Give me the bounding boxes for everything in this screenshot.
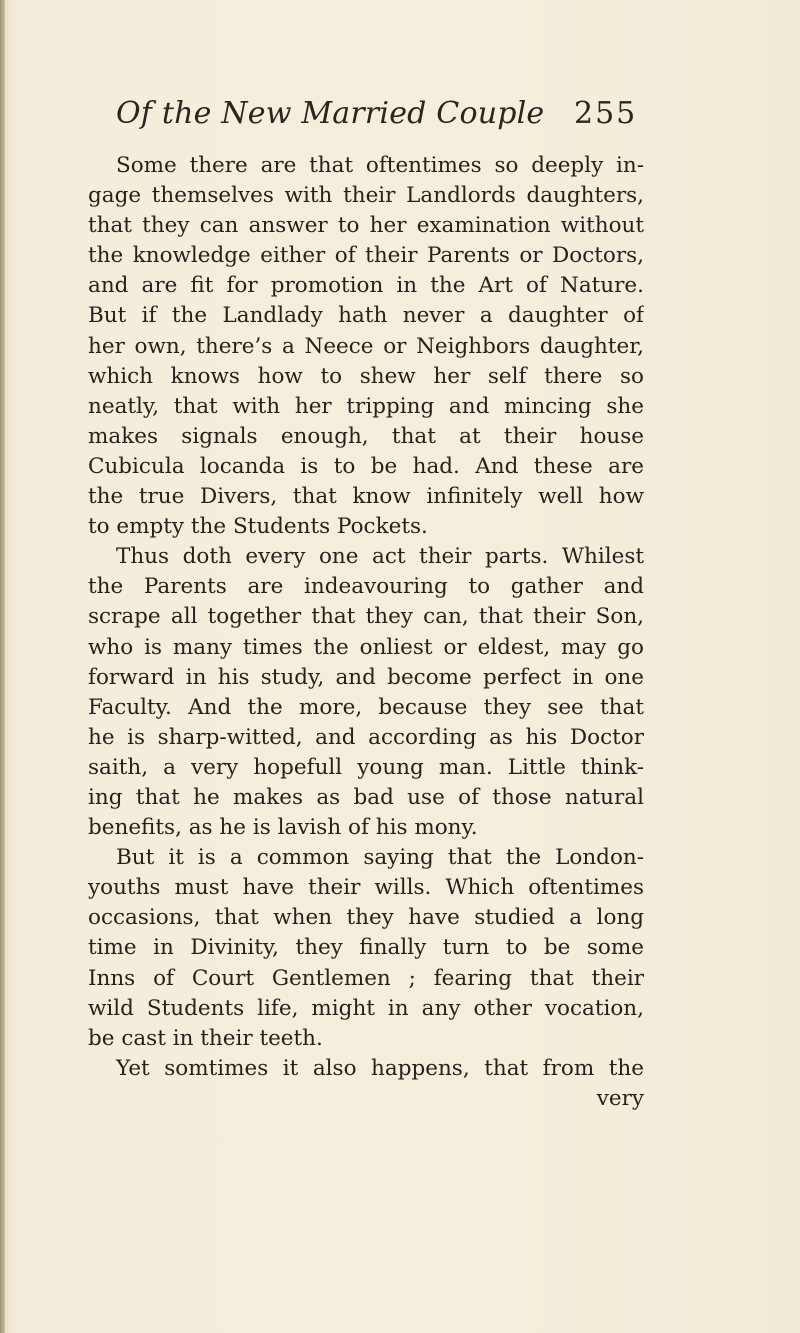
text-line: But it is a common saying that the London- <box>116 845 644 871</box>
text-line: But if the Landlady hath never a daughter of <box>88 303 644 329</box>
text-line: to empty the Students Pockets. <box>88 514 428 540</box>
text-line: scrape all together that they can, that their Son, <box>88 604 644 630</box>
text-line: time in Divinity, they finally turn to be some <box>88 935 644 961</box>
text-line: Cubicula locanda is to be had. And these are <box>88 453 644 479</box>
text-line: he is sharp-witted, and according as his Doctor <box>88 724 644 750</box>
text-line: which knows how to shew her self there so <box>88 363 644 389</box>
text-line: forward in his study, and become perfect in one <box>88 664 644 690</box>
text-line: the knowledge either of their Parents or Doctors, <box>88 243 644 269</box>
text-line: youths must have their wills. Which oftentimes <box>88 875 644 901</box>
text-line: occasions, that when they have studied a long <box>88 905 644 931</box>
text-line: benefits, as he is lavish of his mony. <box>88 815 478 841</box>
text-line: neatly, that with her tripping and mincing she <box>88 393 644 419</box>
text-line: Thus doth every one act their parts. Whilest <box>116 544 644 570</box>
text-line: wild Students life, might in any other vocation, <box>88 995 644 1021</box>
text-line: and are fit for promotion in the Art of Nature. <box>88 273 644 299</box>
running-head <box>116 96 636 144</box>
text-line: makes signals enough, that at their house <box>88 423 644 449</box>
text-line: be cast in their teeth. <box>88 1025 323 1051</box>
text-line: gage themselves with their Landlords daughters, <box>88 183 644 209</box>
text-line: Yet somtimes it also happens, that from the <box>116 1055 644 1081</box>
page-spine-edge <box>0 0 5 1333</box>
catchword: very <box>596 1085 644 1111</box>
text-line: saith, a very hopefull young man. Little think- <box>88 754 644 780</box>
text-line: the true Divers, that know infinitely well how <box>88 484 644 510</box>
text-line: Inns of Court Gentlemen ; fearing that their <box>88 965 644 991</box>
text-line: Some there are that oftentimes so deeply in- <box>116 153 644 178</box>
body-text <box>88 151 644 1114</box>
text-line: Faculty. And the more, because they see that <box>88 694 644 720</box>
page-number: 255 <box>574 96 638 131</box>
text-line: the Parents are indeavouring to gather and <box>88 574 644 600</box>
text-line: that they can answer to her examination without <box>88 213 644 239</box>
running-head-title: Of the New Married Couple <box>116 96 545 131</box>
text-line: who is many times the onliest or eldest, may go <box>88 634 644 660</box>
text-line: ing that he makes as bad use of those natural <box>88 784 644 810</box>
text-line: her own, there’s a Neece or Neighbors daughter, <box>88 333 644 359</box>
